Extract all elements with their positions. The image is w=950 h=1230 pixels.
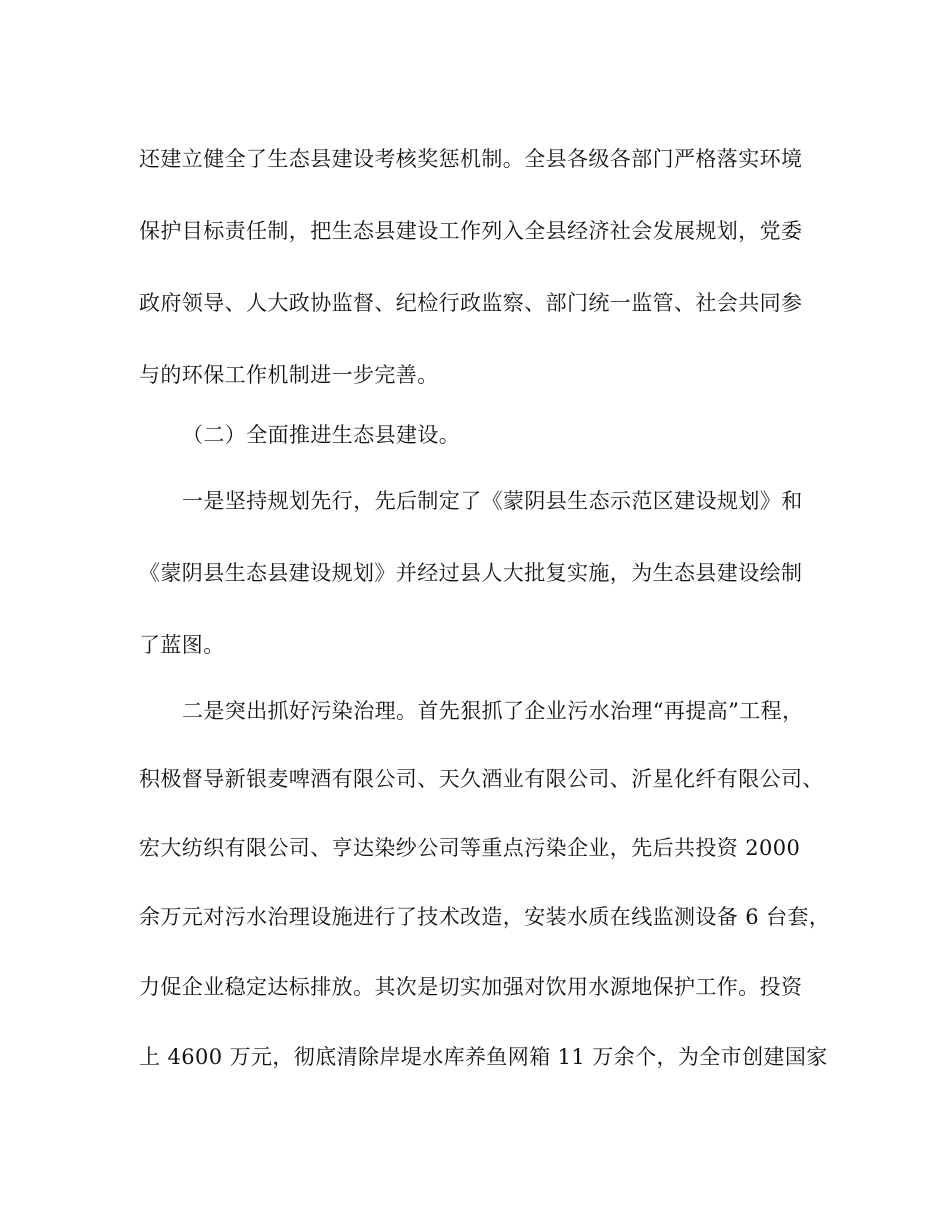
text-line: 上 4600 万元，彻底清除岸堤水库养鱼网箱 11 万余个，为全市创建国家 [139,1045,828,1069]
text-line: 宏大纺织有限公司、亨达染纱公司等重点污染企业，先后共投资 2000 [139,836,801,860]
text-line: 与的环保工作机制进一步完善。 [139,363,439,387]
text-line: 余万元对污水治理设施进行了技术改造，安装水质在线监测设备 6 台套， [139,905,831,929]
text-line: 《蒙阴县生态县建设规划》并经过县人大批复实施，为生态县建设绘制 [139,561,803,585]
text-line: 政府领导、人大政协监督、纪检行政监察、部门统一监管、社会共同参 [139,291,803,315]
text-line: 二是突出抓好污染治理。首先狠抓了企业污水治理“再提高”工程， [182,699,804,723]
text-line: 积极督导新银麦啤酒有限公司、天久酒业有限公司、沂星化纤有限公司、 [139,767,824,791]
text-line: 一是坚持规划先行，先后制定了《蒙阴县生态示范区建设规划》和 [182,489,803,513]
text-line: 保护目标责任制，把生态县建设工作列入全县经济社会发展规划，党委 [139,219,803,243]
text-line: 了蓝图。 [139,633,225,657]
text-line: 还建立健全了生态县建设考核奖惩机制。全县各级各部门严格落实环境 [139,147,803,171]
text-line: 力促企业稳定达标排放。其次是切实加强对饮用水源地保护工作。投资 [139,975,803,999]
section-heading: （二）全面推进生态县建设。 [182,423,461,447]
